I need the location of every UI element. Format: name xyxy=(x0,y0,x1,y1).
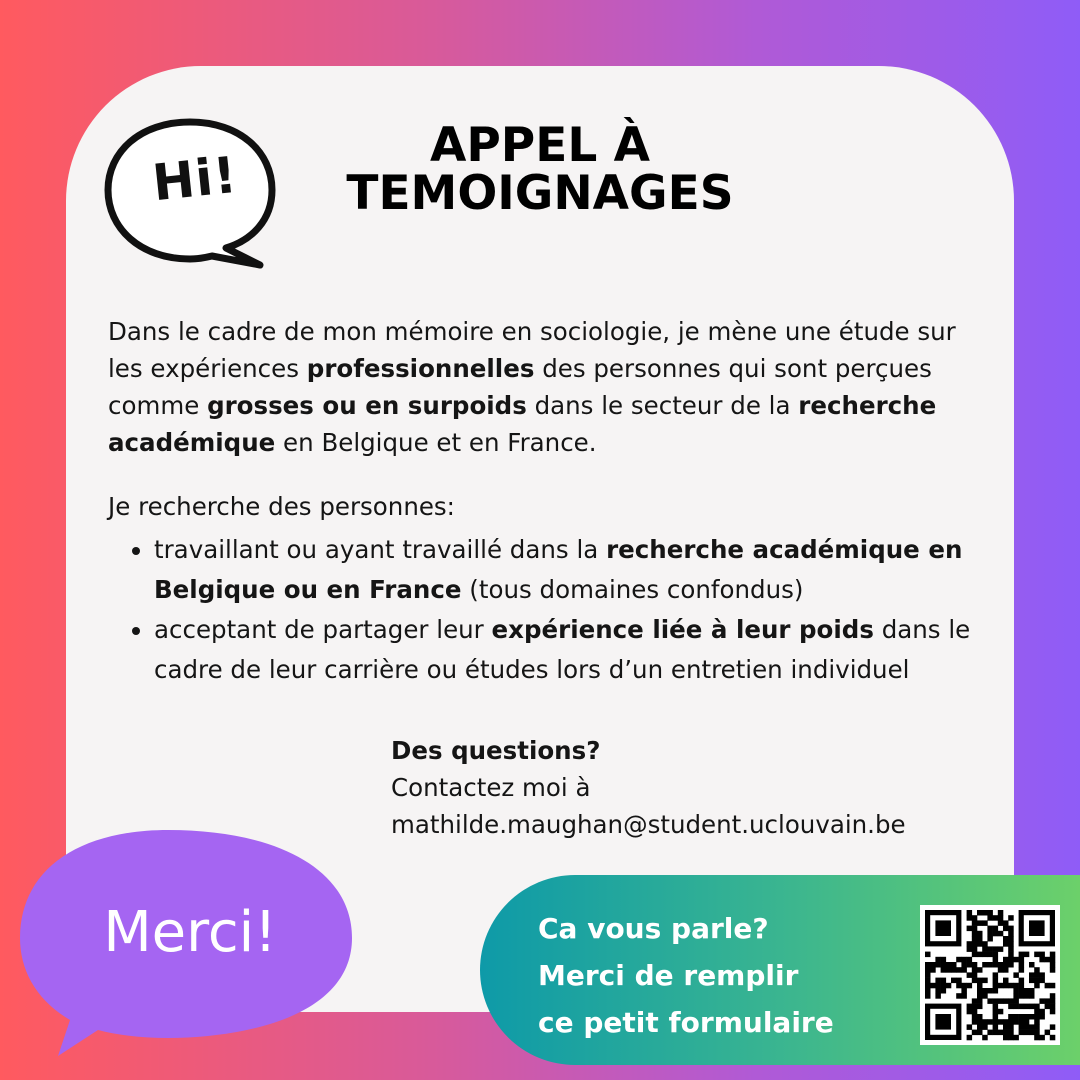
merci-text: Merci! xyxy=(103,900,277,965)
criteria-list xyxy=(130,530,1014,690)
bullet1-text-2: (tous domaines confondus) xyxy=(461,575,804,604)
bullet2-text-1: acceptant de partager leur xyxy=(154,615,492,644)
title-line-1: APPEL À xyxy=(429,118,651,173)
intro-text-3: dans le secteur de la xyxy=(526,391,799,420)
bullet1-bold: recherche académique en Belgique ou en France xyxy=(154,535,963,604)
lead-text: Je recherche des personnes: xyxy=(108,492,455,521)
qr-code-icon[interactable] xyxy=(920,905,1060,1045)
intro-text-4: en Belgique et en France. xyxy=(275,428,597,457)
contact-block xyxy=(391,732,991,843)
list-item xyxy=(154,530,1014,610)
intro-bold-2: grosses ou en surpoids xyxy=(207,391,527,420)
contact-heading: Des questions? xyxy=(391,736,601,765)
bullet2-text-2: dans le cadre de leur carrière ou études lors d’un entretien individuel xyxy=(154,615,971,684)
cta-line-2: Merci de remplir xyxy=(538,959,799,992)
intro-bold-1: professionnelles xyxy=(306,354,535,383)
bullet1-text-1: travaillant ou ayant travaillé dans la xyxy=(154,535,607,564)
intro-paragraph xyxy=(108,313,988,461)
intro-text-1: Dans le cadre de mon mémoire en sociologie, je mène une étude sur les expériences xyxy=(108,317,956,383)
page-title xyxy=(300,118,780,221)
cta-text xyxy=(538,905,898,1046)
cta-line-3: ce petit formulaire xyxy=(538,1006,834,1039)
bullet2-bold: expérience liée à leur poids xyxy=(491,615,874,644)
title-line-2: TEMOIGNAGES xyxy=(346,166,734,221)
cta-line-1: Ca vous parle? xyxy=(538,912,769,945)
contact-email-link[interactable]: mathilde.maughan@student.uclouvain.be xyxy=(391,810,906,839)
list-item xyxy=(154,610,1014,690)
intro-text-2: des personnes qui sont perçues comme xyxy=(108,354,932,420)
intro-bold-3: recherche académique xyxy=(108,391,937,457)
hi-text: Hi! xyxy=(149,145,241,213)
contact-line: Contactez moi à xyxy=(391,773,591,802)
